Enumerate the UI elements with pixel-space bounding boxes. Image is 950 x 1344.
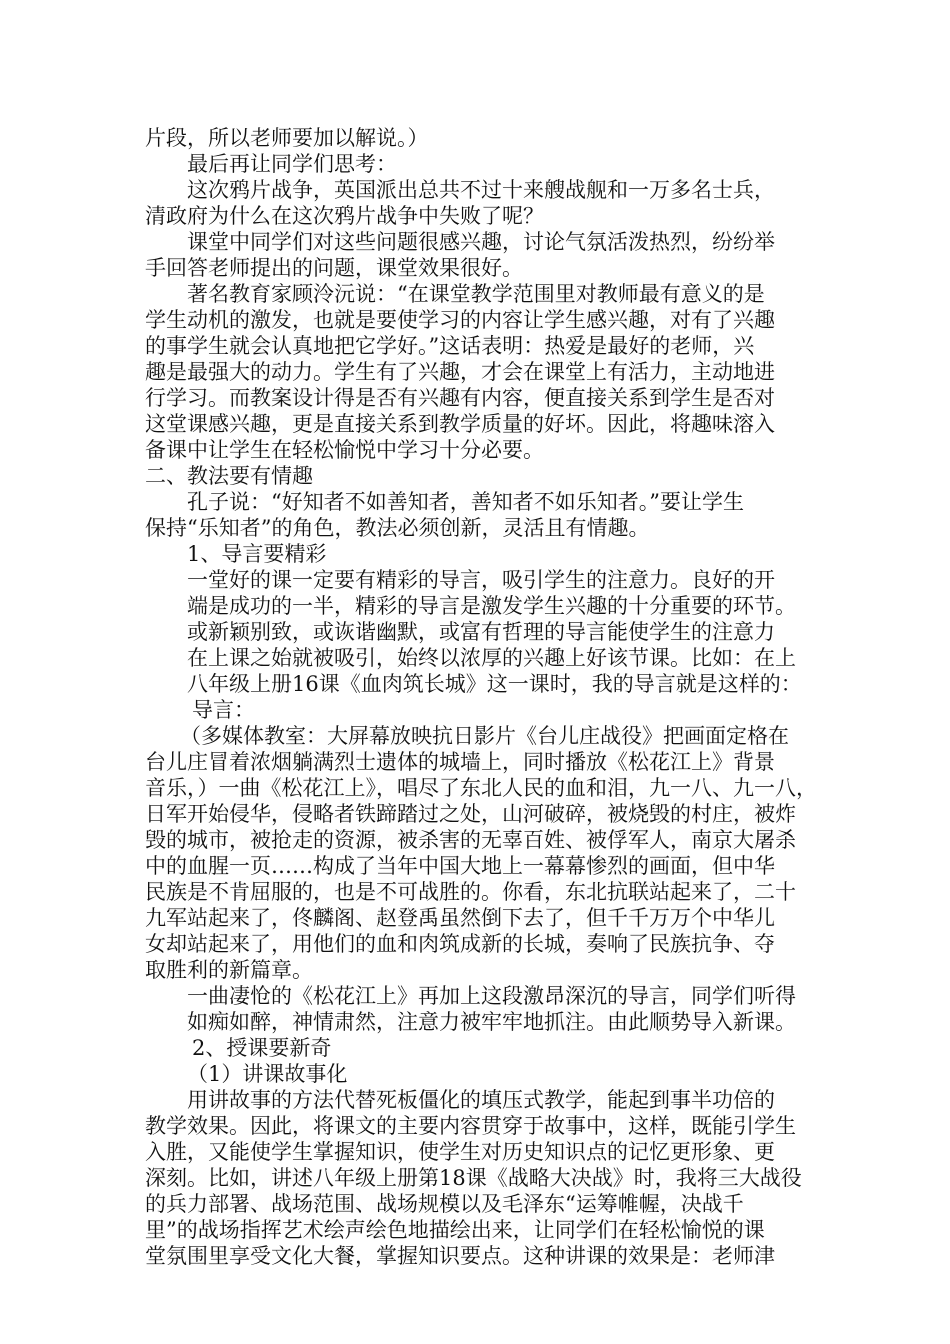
text-line: 台儿庄冒着浓烟躺满烈士遗体的城墙上，同时播放《松花江上》背景 bbox=[145, 750, 775, 774]
text-line: 音乐，）一曲《松花江上》，唱尽了东北人民的血和泪，九一八、九一八， bbox=[145, 776, 817, 800]
text-line: 端是成功的一半，精彩的导言是激发学生兴趣的十分重要的环节。 bbox=[187, 594, 796, 618]
text-line: 民族是不肯屈服的，也是不可战胜的。你看，东北抗联站起来了，二十 bbox=[145, 880, 796, 904]
text-line: 学生动机的激发，也就是要使学习的内容让学生感兴趣，对有了兴趣 bbox=[145, 308, 775, 332]
text-line: 深刻。比如，讲述八年级上册第18课《战略大决战》时，我将三大战役 bbox=[145, 1166, 802, 1190]
text-line: 入胜，又能使学生掌握知识，使学生对历史知识点的记忆更形象、更 bbox=[145, 1140, 775, 1164]
text-line: （多媒体教室：大屏幕放映抗日影片《台儿庄战役》把画面定格在 bbox=[180, 724, 789, 748]
subsection-heading: 2、授课要新奇 bbox=[192, 1036, 332, 1060]
text-line: 这次鸦片战争，英国派出总共不过十来艘战舰和一万多名士兵， bbox=[187, 178, 775, 202]
text-line: 最后再让同学们思考： bbox=[187, 152, 397, 176]
section-heading: 二、教法要有情趣 bbox=[145, 464, 313, 488]
text-line: 如痴如醉，神情肃然，注意力被牢牢地抓注。由此顺势导入新课。 bbox=[187, 1010, 796, 1034]
text-line: 取胜利的新篇章。 bbox=[145, 958, 313, 982]
text-line: 中的血腥一页……构成了当年中国大地上一幕幕惨烈的画面，但中华 bbox=[145, 854, 775, 878]
text-line: 女却站起来了，用他们的血和肉筑成新的长城，奏响了民族抗争、夺 bbox=[145, 932, 775, 956]
text-line: 日军开始侵华，侵略者铁蹄踏过之处，山河破碎，被烧毁的村庄，被炸 bbox=[145, 802, 796, 826]
text-line: 导言： bbox=[192, 698, 255, 722]
text-line: 八年级上册16课《血肉筑长城》这一课时，我的导言就是这样的： bbox=[187, 672, 802, 696]
text-line: 一堂好的课一定要有精彩的导言，吸引学生的注意力。良好的开 bbox=[187, 568, 775, 592]
subsection-heading: （1）讲课故事化 bbox=[187, 1062, 348, 1086]
text-line: 堂氛围里享受文化大餐，掌握知识要点。这种讲课的效果是：老师津 bbox=[145, 1244, 775, 1268]
text-line: 这堂课感兴趣，更是直接关系到教学质量的好坏。因此，将趣味溶入 bbox=[145, 412, 775, 436]
text-line: 保持“乐知者”的角色，教法必须创新，灵活且有情趣。 bbox=[145, 516, 650, 540]
text-line: 里”的战场指挥艺术绘声绘色地描绘出来，让同学们在轻松愉悦的课 bbox=[145, 1218, 765, 1242]
text-line: 一曲凄怆的《松花江上》再加上这段激昂深沉的导言，同学们听得 bbox=[187, 984, 796, 1008]
text-line: 手回答老师提出的问题，课堂效果很好。 bbox=[145, 256, 523, 280]
text-line: 或新颖别致，或诙谐幽默，或富有哲理的导言能使学生的注意力 bbox=[187, 620, 775, 644]
text-line: 著名教育家顾泠沅说：“在课堂教学范围里对教师最有意义的是 bbox=[187, 282, 765, 306]
text-line: 趣是最强大的动力。学生有了兴趣，才会在课堂上有活力，主动地进 bbox=[145, 360, 775, 384]
subsection-heading: 1、导言要精彩 bbox=[187, 542, 327, 566]
text-line: 毁的城市，被抢走的资源，被杀害的无辜百姓、被俘军人，南京大屠杀 bbox=[145, 828, 796, 852]
text-line: 的兵力部署、战场范围、战场规模以及毛泽东“运筹帷幄，决战千 bbox=[145, 1192, 744, 1216]
text-line: 行学习。而教案设计得是否有兴趣有内容，便直接关系到学生是否对 bbox=[145, 386, 775, 410]
text-line: 用讲故事的方法代替死板僵化的填压式教学，能起到事半功倍的 bbox=[187, 1088, 775, 1112]
text-line: 课堂中同学们对这些问题很感兴趣，讨论气氛活泼热烈，纷纷举 bbox=[187, 230, 775, 254]
text-line: 的事学生就会认真地把它学好。”这话表明：热爱是最好的老师，兴 bbox=[145, 334, 755, 358]
text-line: 在上课之始就被吸引，始终以浓厚的兴趣上好该节课。比如：在上 bbox=[187, 646, 796, 670]
text-line: 教学效果。因此，将课文的主要内容贯穿于故事中，这样，既能引学生 bbox=[145, 1114, 796, 1138]
text-line: 清政府为什么在这次鸦片战争中失败了呢？ bbox=[145, 204, 544, 228]
text-line: 孔子说：“好知者不如善知者，善知者不如乐知者。”要让学生 bbox=[187, 490, 744, 514]
text-line: 九军站起来了，佟麟阁、赵登禹虽然倒下去了，但千千万万个中华儿 bbox=[145, 906, 775, 930]
text-line: 片段，所以老师要加以解说。） bbox=[145, 126, 429, 150]
text-line: 备课中让学生在轻松愉悦中学习十分必要。 bbox=[145, 438, 544, 462]
